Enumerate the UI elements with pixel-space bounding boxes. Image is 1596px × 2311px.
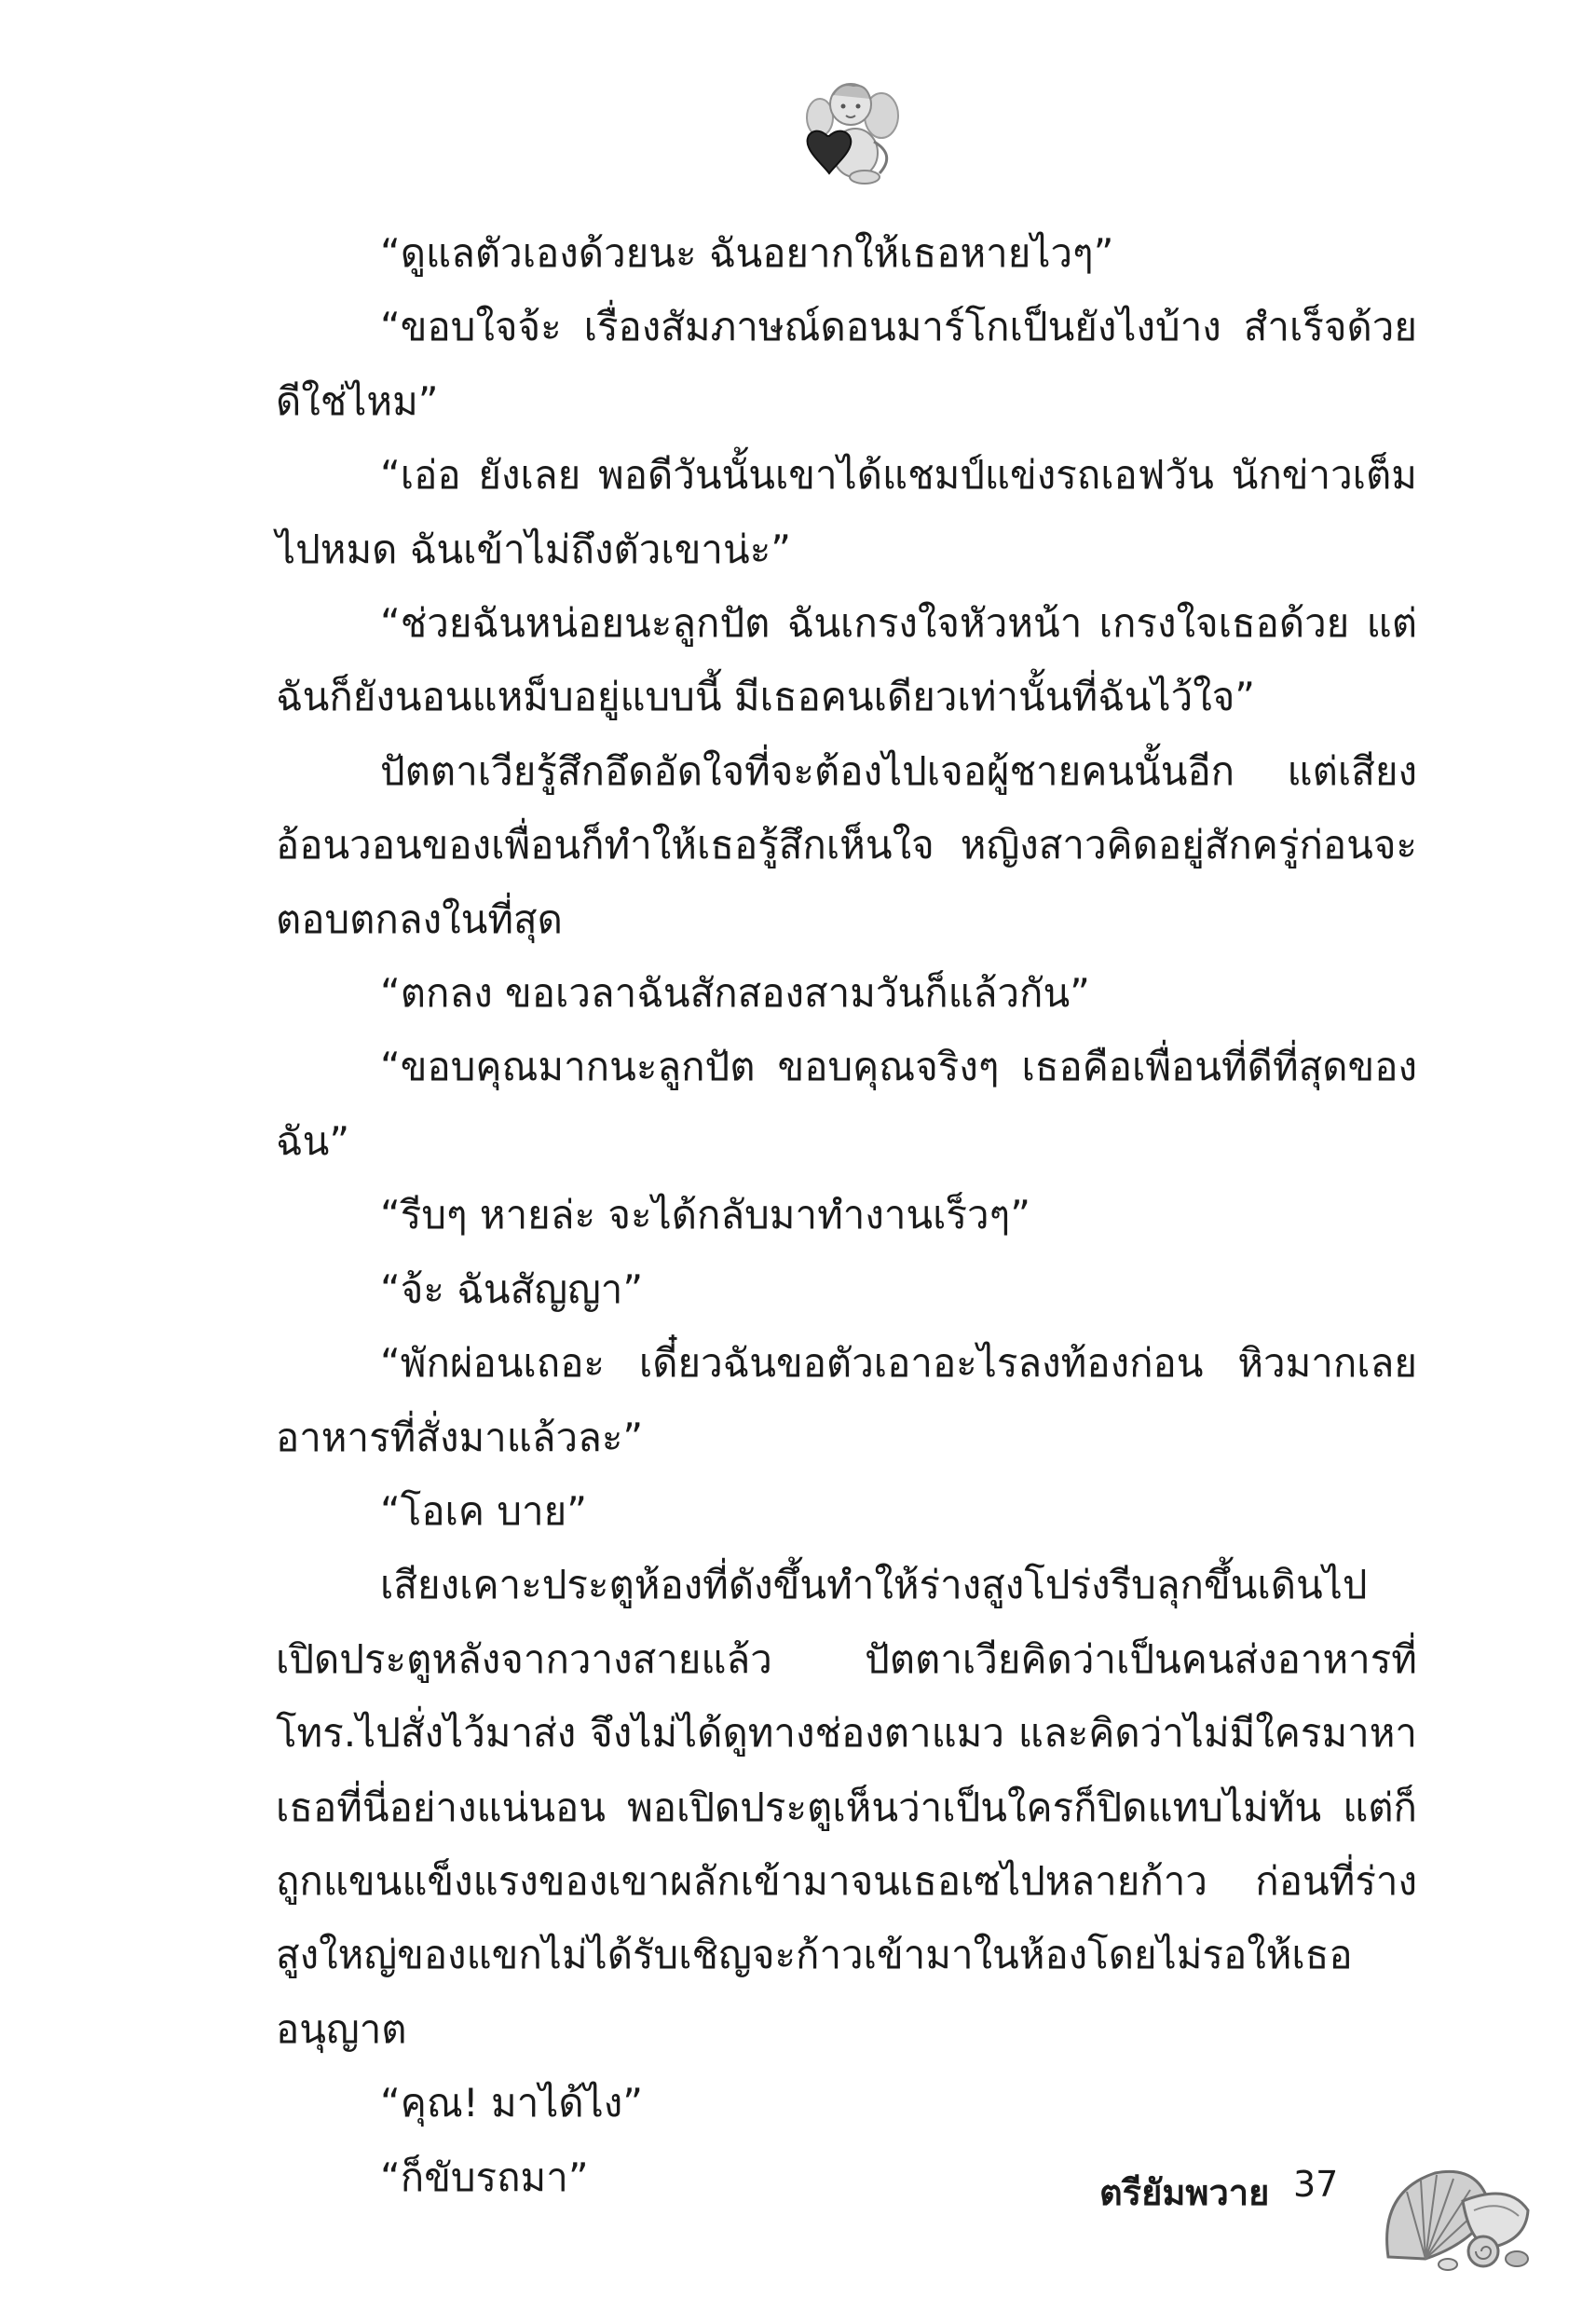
paragraph: “ตกลง ขอเวลาฉันสักสองสามวันก็แล้วกัน” [380,970,1090,1017]
paragraph: “ขอบใจจ้ะ เรื่องสัมภาษณ์ดอนมาร์โกเป็นยังไงบ้าง สำเร็จด้วยดีใช่ไหม” [276,304,1417,424]
paragraph: “จ้ะ ฉันสัญญา” [380,1265,644,1312]
paragraph: “ก็ขับรถมา” [380,2154,589,2200]
paragraph: “รีบๆ หายล่ะ จะได้กลับมาทำงานเร็วๆ” [380,1192,1030,1238]
paragraph: “ขอบคุณมากนะลูกปัต ขอบคุณจริงๆ เธอคือเพื่อนที่ดีที่สุดของฉัน” [276,1044,1417,1164]
cherub-heart-icon [799,76,902,188]
paragraph: เสียงเคาะประตูห้องที่ดังขึ้นทำให้ร่างสูงโปร่งรีบลุกขึ้นเดินไปเปิดประตูหลังจากวางสายแล้ว ปัตตาเวียคิดว่าเป็นคนส่งอาหารที่โทร.ไปสั่งไว้มาส่ง จึงไม่ได้ดูทางช่องตาแมว และคิดว่าไม่มีใครมาหาเธอที่นี่อย่างแน่นอน พอเปิดประตูเห็นว่าเป็นใครก็ปิดแทบไม่ทัน แต่ก็ถูกแขนแข็งแรงของเขาผลักเข้ามาจนเธอเซไปหลายก้าว ก่อนที่ร่างสูงใหญ่ของแขกไม่ได้รับเชิญจะก้าวเข้ามาในห้องโดยไม่รอให้เธออนุญาต [276,1562,1417,2052]
paragraph: “ดูแลตัวเองด้วยนะ ฉันอยากให้เธอหายไวๆ” [380,230,1114,276]
seashells-icon [1370,2154,1537,2276]
paragraph: “ช่วยฉันหน่อยนะลูกปัต ฉันเกรงใจหัวหน้า เกรงใจเธอด้วย แต่ฉันก็ยังนอนแหม็บอยู่แบบนี้ มีเธอคนเดียวเท่านั้นที่ฉันไว้ใจ” [276,600,1417,720]
paragraph: ปัตตาเวียรู้สึกอึดอัดใจที่จะต้องไปเจอผู้ชายคนนั้นอีก แต่เสียงอ้อนวอนของเพื่อนก็ทำให้เธอรู้สึกเห็นใจ หญิงสาวคิดอยู่สักครู่ก่อนจะตอบตกลงในที่สุด [276,747,1417,942]
page-footer [1099,2154,1537,2285]
paragraph: “คุณ! มาได้ไง” [380,2080,644,2126]
book-title: ตรียัมพวาย [1099,2172,1270,2213]
paragraph: “เอ่อ ยังเลย พอดีวันนั้นเขาได้แชมป์แข่งรถเอฟวัน นักข่าวเต็มไปหมด ฉันเข้าไม่ถึงตัวเขาน่ะ” [276,452,1417,572]
paragraph: “โอเค บาย” [380,1487,587,1534]
page-number: 37 [1293,2164,1339,2205]
paragraph: “พักผ่อนเถอะ เดี๋ยวฉันขอตัวเอาอะไรลงท้องก่อน หิวมากเลยอาหารที่สั่งมาแล้วละ” [276,1340,1417,1460]
story-text [276,216,1417,2214]
